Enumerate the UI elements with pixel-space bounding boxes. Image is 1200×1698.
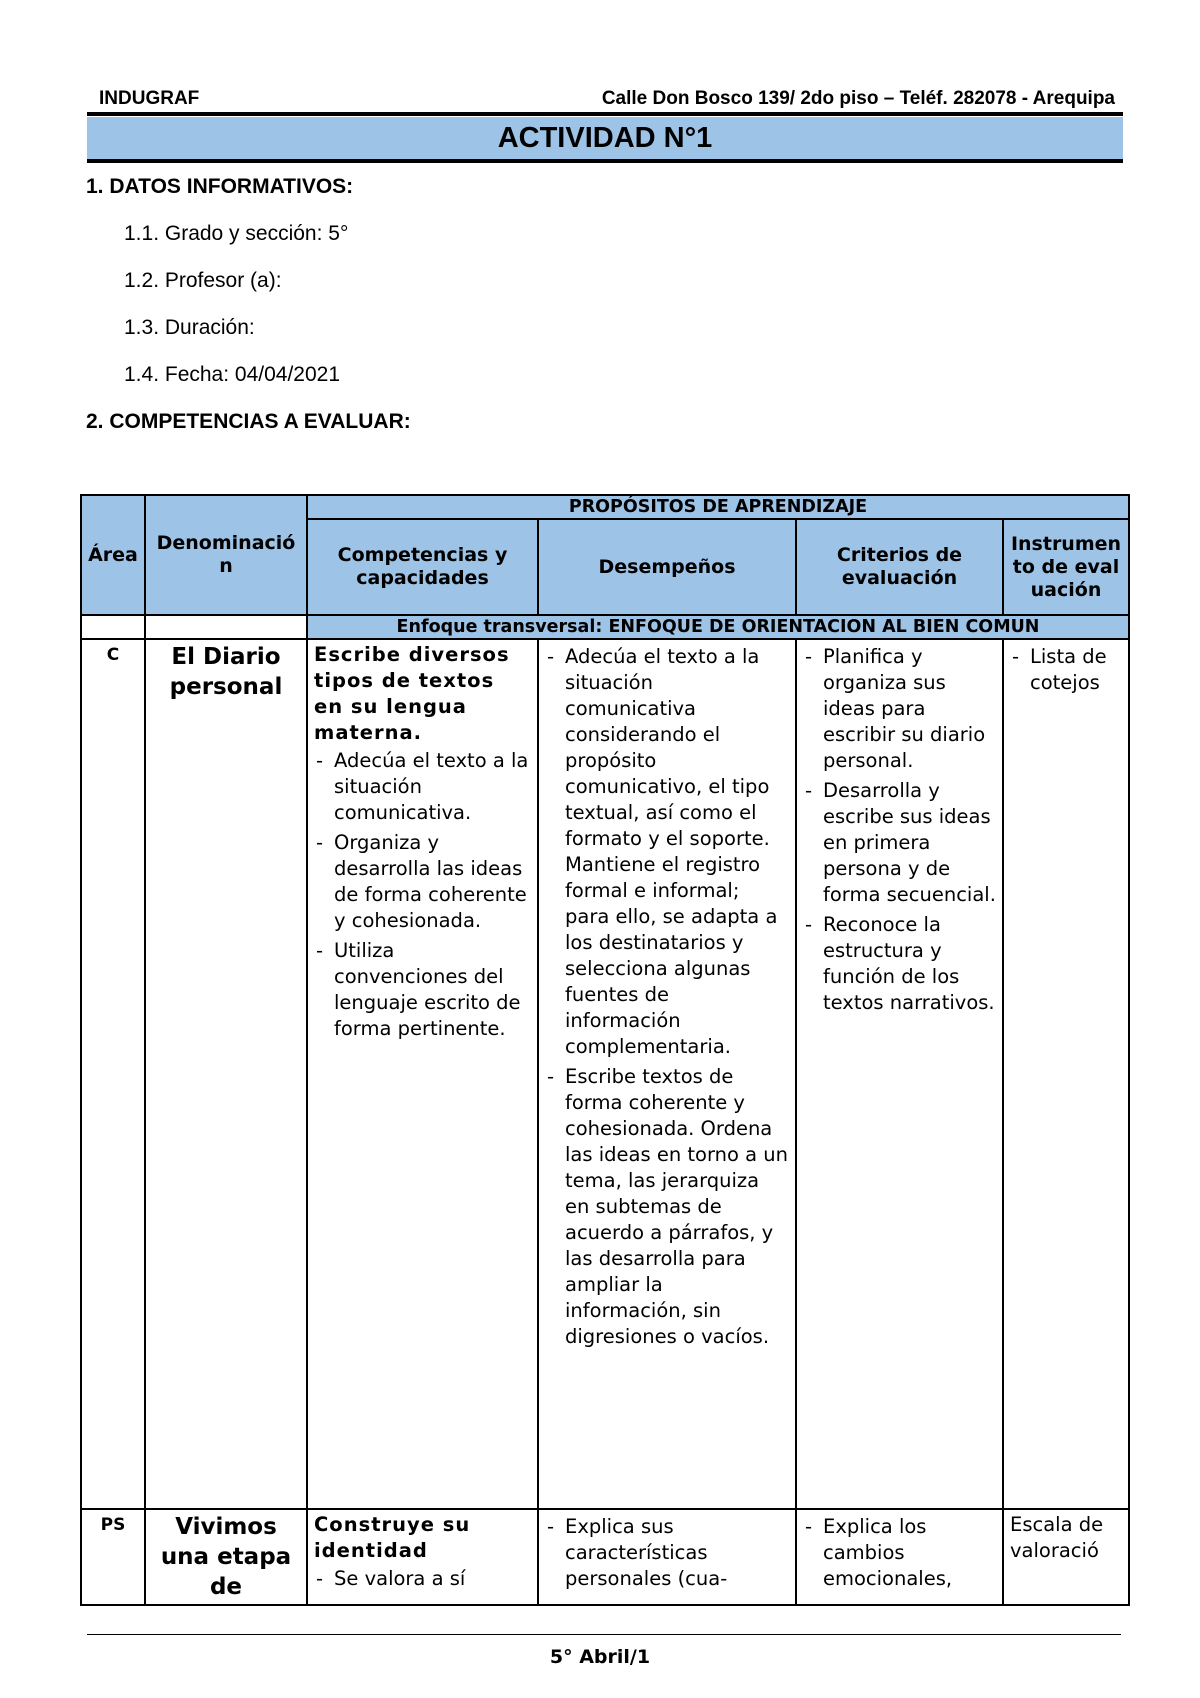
instrumento-cell	[1003, 639, 1129, 1509]
desempenos-list	[545, 644, 789, 1350]
instrumento-item: - Lista de cotejos	[1010, 644, 1122, 696]
activity-title: ACTIVIDAD N°1	[87, 117, 1123, 163]
criterios-list	[803, 644, 996, 1016]
header-desempenos: Desempeños	[538, 519, 796, 615]
capacidades-list	[314, 748, 531, 1042]
competencias-table	[80, 494, 1130, 1606]
list-item: - Organiza y desarrolla las ideas de forma coherente y cohesionada.	[314, 830, 531, 934]
page-footer: 5° Abril/1	[549, 1646, 651, 1668]
info-profesor: 1.2. Profesor (a):	[124, 269, 282, 292]
list-item: - Adecúa el texto a la situación comunicativa.	[314, 748, 531, 826]
list-item: - Planifica y organiza sus ideas para escribir su diario personal.	[803, 644, 996, 774]
table-row	[81, 639, 1129, 1509]
competencias-cell	[307, 639, 538, 1509]
competencias-cell	[307, 1509, 538, 1605]
info-fecha: 1.4. Fecha: 04/04/2021	[124, 363, 340, 386]
instrumento-cell: Escala de valoració	[1003, 1509, 1129, 1605]
area-code: C	[81, 639, 145, 1509]
denominacion: El Diario personal	[145, 639, 307, 1509]
footer-divider	[87, 1634, 1121, 1635]
header-instrumento: Instrumento de evaluación	[1003, 519, 1129, 615]
list-item: - Explica sus características personales (cua-	[545, 1514, 789, 1592]
table-row	[81, 1509, 1129, 1605]
criterios-cell	[796, 639, 1003, 1509]
desempenos-cell	[538, 1509, 796, 1605]
header-area: Área	[81, 495, 145, 615]
section-heading-datos: 1. DATOS INFORMATIVOS:	[86, 175, 354, 198]
desempenos-cell	[538, 639, 796, 1509]
company-name: INDUGRAF	[99, 88, 200, 109]
competencia-title: Escribe diversos tipos de textos en su lengua materna.	[314, 643, 510, 744]
page-header	[87, 88, 1123, 116]
info-duracion: 1.3. Duración:	[124, 316, 255, 339]
list-item: - Reconoce la estructura y función de los textos narrativos.	[803, 912, 996, 1016]
list-item: - Utiliza convenciones del lenguaje escrito de forma pertinente.	[314, 938, 531, 1042]
enfoque-transversal: Enfoque transversal: ENFOQUE DE ORIENTACION AL BIEN COMUN	[307, 615, 1129, 639]
section-heading-competencias: 2. COMPETENCIAS A EVALUAR:	[86, 410, 411, 433]
list-item: - Desarrolla y escribe sus ideas en primera persona y de forma secuencial.	[803, 778, 996, 908]
list-item: - Adecúa el texto a la situación comunicativa considerando el propósito comunicativo, el tipo textual, así como el formato y el soporte. Mantiene el registro formal e informal; para ello, se adapta a los destinatarios y selecciona algunas fuentes de información complementaria.	[545, 644, 789, 1060]
header-denominacion: Denominación	[145, 495, 307, 615]
company-address: Calle Don Bosco 139/ 2do piso – Teléf. 282078 - Arequipa	[601, 88, 1115, 109]
list-item: - Escribe textos de forma coherente y cohesionada. Ordena las ideas en torno a un tema, las jerarquiza en subtemas de acuerdo a párrafos, y las desarrolla para ampliar la información, sin digresiones o vacíos.	[545, 1064, 789, 1350]
denominacion: Vivimos una etapa de	[145, 1509, 307, 1605]
list-item: - Explica los cambios emocionales,	[803, 1514, 996, 1592]
header-criterios: Criterios de evaluación	[796, 519, 1003, 615]
criterios-cell	[796, 1509, 1003, 1605]
area-code: PS	[81, 1509, 145, 1605]
list-item: - Se valora a sí	[314, 1566, 531, 1592]
header-competencias: Competencias y capacidades	[307, 519, 538, 615]
competencia-title: Construye su identidad	[314, 1513, 471, 1562]
info-grado: 1.1. Grado y sección: 5°	[124, 222, 349, 245]
header-propositos: PROPÓSITOS DE APRENDIZAJE	[307, 495, 1129, 519]
